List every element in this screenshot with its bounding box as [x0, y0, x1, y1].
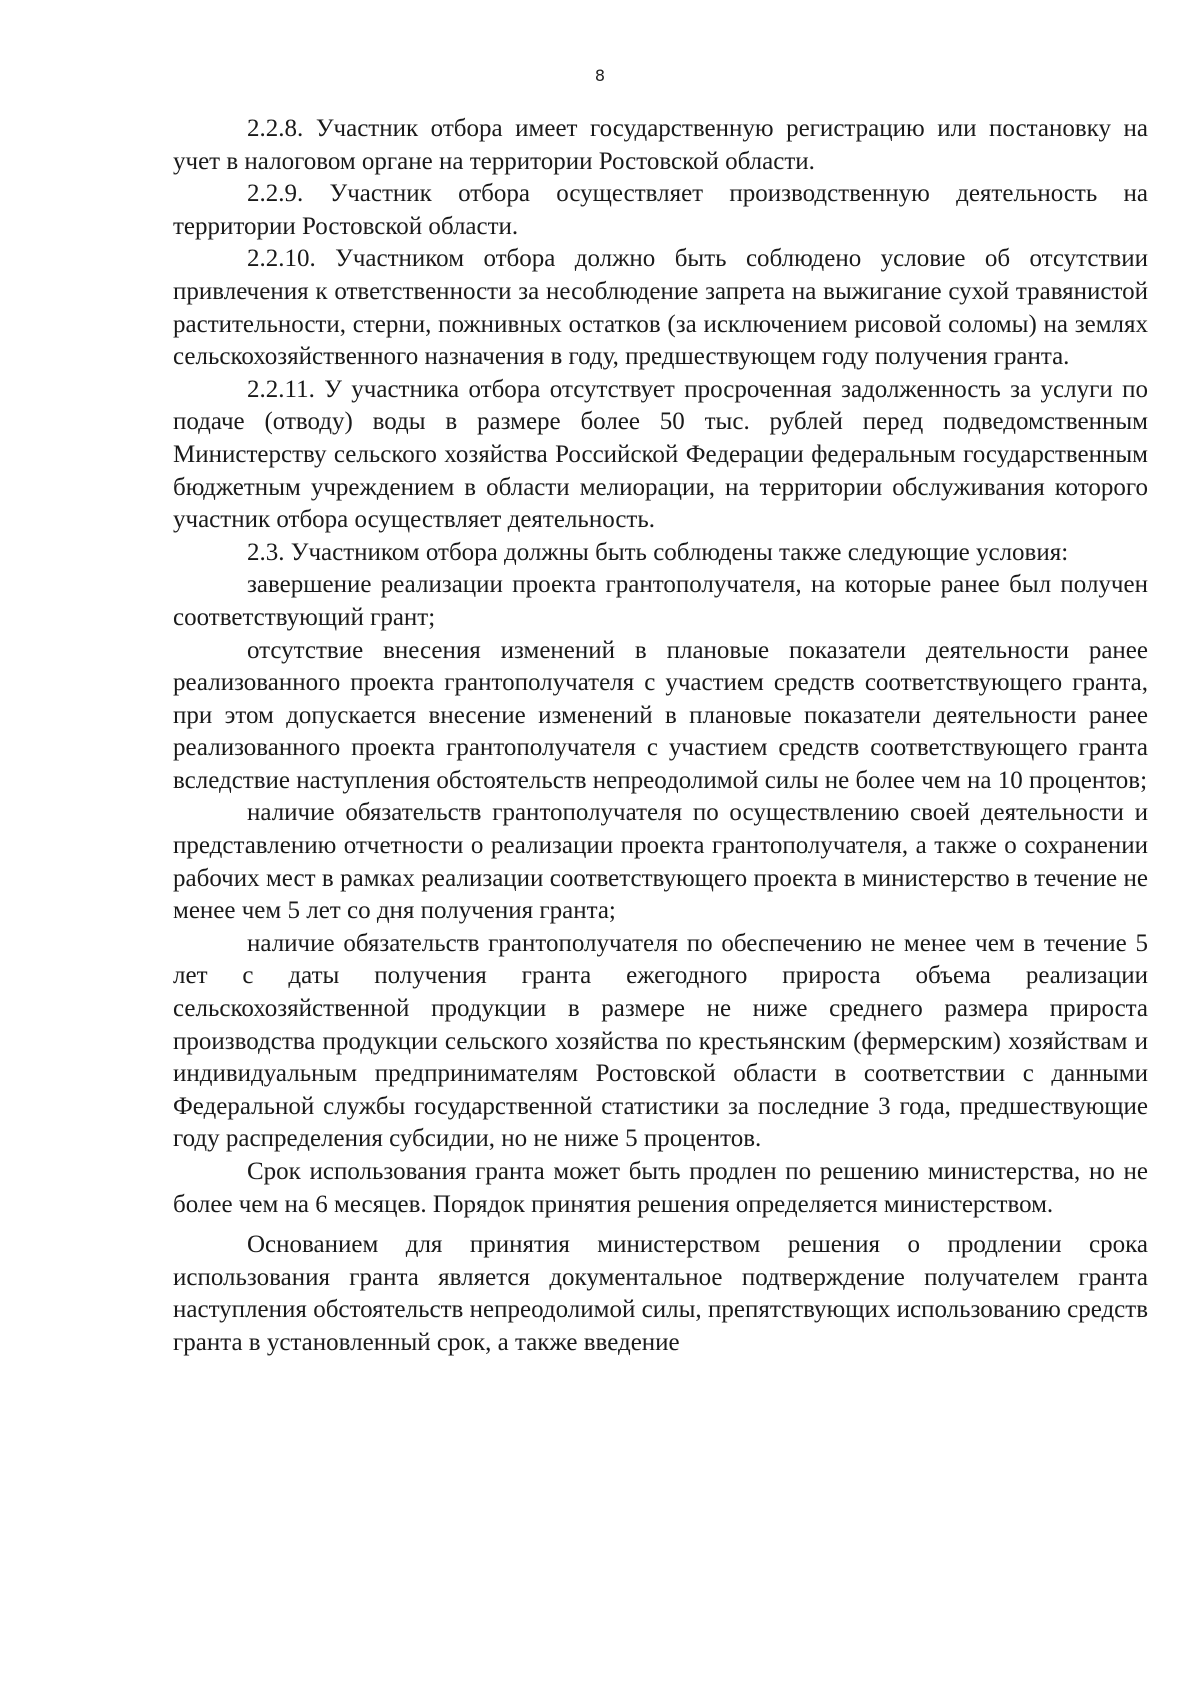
- condition-item: наличие обязательств грантополучателя по обеспечению не менее чем в течение 5 лет с даты получения гранта ежегодного прироста объема реализации сельскохозяйственной продукции в размере не ниже среднего размера прироста производства продукции сельского хозяйства по крестьянским (фермерским) хозяйствам и индивидуальным предпринимателям Ростовской области в соответствии с данными Федеральной службы государственной статистики за последние 3 года, предшествующие году распределения субсидии, но не ниже 5 процентов.: [173, 929, 1148, 1153]
- condition-item: наличие обязательств грантополучателя по осуществлению своей деятельности и представлению отчетности о реализации проекта грантополучателя, а также о сохранении рабочих мест в рамках реализации соответствующего проекта в министерство в течение не менее чем 5 лет со дня получения гранта;: [173, 799, 1148, 925]
- condition-item: завершение реализации проекта грантополучателя, на которые ранее был получен соответствующий грант;: [173, 571, 1148, 631]
- paragraph-2-2-9: 2.2.9. Участник отбора осуществляет производственную деятельность на территории Ростовской области.: [173, 180, 1148, 240]
- paragraph-2-2-10: 2.2.10. Участником отбора должно быть соблюдено условие об отсутствии привлечения к ответственности за несоблюдение запрета на выжигание сухой травянистой растительности, стерни, пожнивных остатков (за исключением рисовой соломы) на землях сельскохозяйственного назначения в году, предшествующем году получения гранта.: [173, 245, 1148, 371]
- paragraph-2-2-8: 2.2.8. Участник отбора имеет государственную регистрацию или постановку на учет в налоговом органе на территории Ростовской области.: [173, 115, 1148, 175]
- page-number: 8: [594, 66, 606, 85]
- paragraph-extension-basis: Основанием для принятия министерством решения о продлении срока использования гранта является документальное подтверждение получателем гранта наступления обстоятельств непреодолимой силы, препятствующих использованию средств гранта в установленный срок, а также введение: [173, 1231, 1148, 1356]
- condition-item: отсутствие внесения изменений в плановые показатели деятельности ранее реализованного проекта грантополучателя с участием средств соответствующего гранта, при этом допускается внесение изменений в плановые показатели деятельности ранее реализованного проекта грантополучателя с участием средств соответствующего гранта вследствие наступления обстоятельств непреодолимой силы не более чем на 10 процентов;: [173, 636, 1148, 794]
- document-body: [173, 113, 1148, 1360]
- paragraph-grant-term: Срок использования гранта может быть продлен по решению министерства, но не более чем на 6 месяцев. Порядок принятия решения определяется министерством.: [173, 1158, 1148, 1218]
- paragraph-2-2-11: 2.2.11. У участника отбора отсутствует просроченная задолженность за услуги по подаче (отводу) воды в размере более 50 тыс. рублей перед подведомственным Министерству сельского хозяйства Российской Федерации федеральным государственным бюджетным учреждением в области мелиорации, на территории обслуживания которого участник отбора осуществляет деятельность.: [173, 375, 1148, 534]
- paragraph-2-3: 2.3. Участником отбора должны быть соблюдены также следующие условия:: [247, 538, 1069, 566]
